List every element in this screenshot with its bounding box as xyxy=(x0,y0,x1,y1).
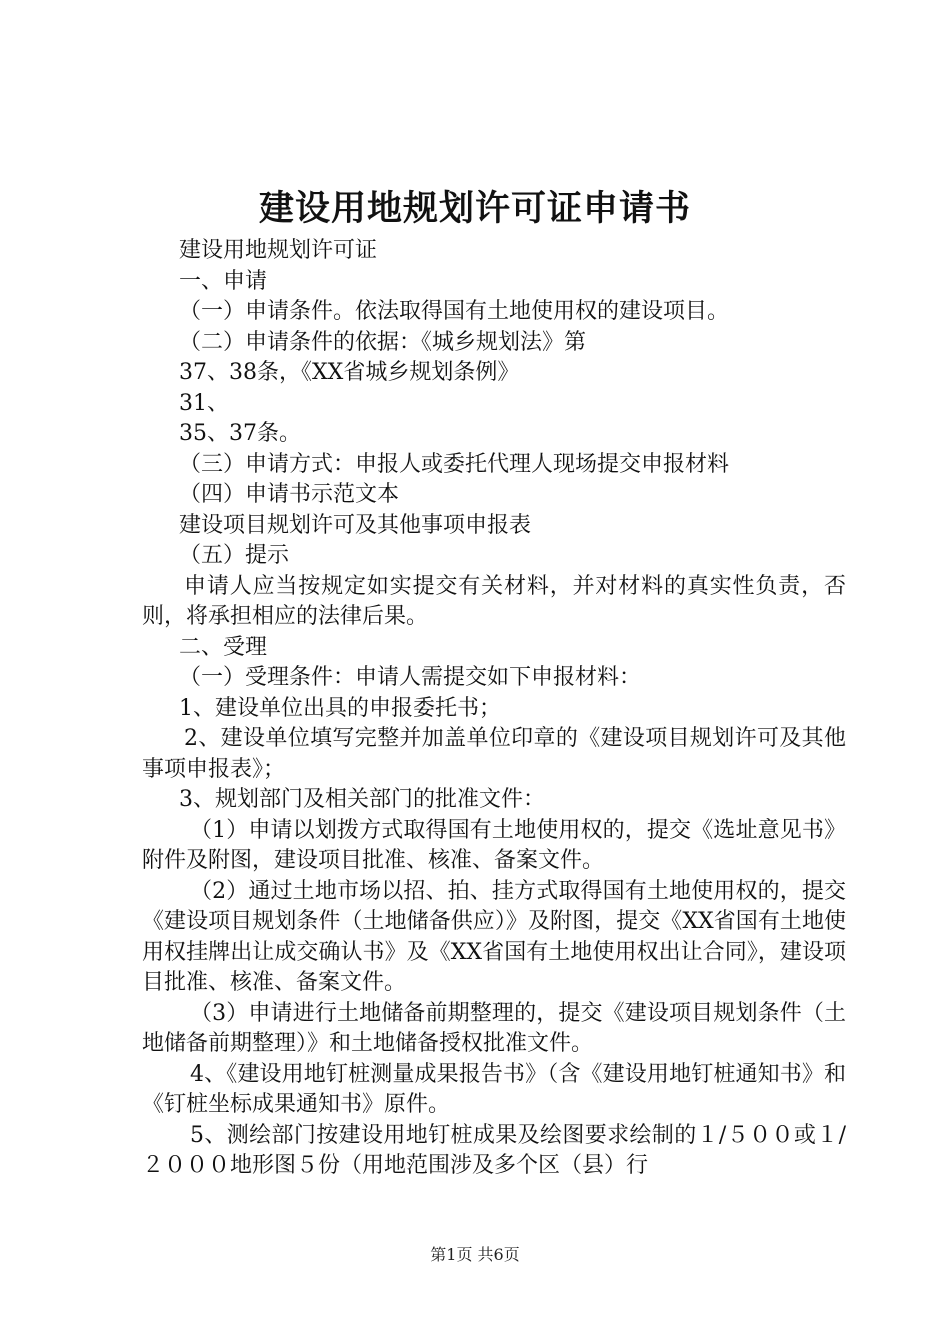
paragraph: （一）受理条件：申请人需提交如下申报材料： xyxy=(179,665,642,690)
paragraph: （2）通过土地市场以招、拍、挂方式取得国有土地使用权的，提交《建设项目规划条件（土地储备供应）》及附图，提交《XX省国有土地使用权挂牌出让成交确认书》及《XX省国有土地使用权出让合同》，建设项目批准、核准、备案文件。 xyxy=(142,878,846,995)
paragraph: 3、规划部门及相关部门的批准文件： xyxy=(179,787,545,812)
paragraph: 5、测绘部门按建设用地钉桩成果及绘图要求绘制的１/５００或１/２０００地形图５份（用地范围涉及多个区（县）行 xyxy=(142,1122,846,1178)
document-body xyxy=(142,236,846,1182)
page-indicator: 第1页 共6页 xyxy=(430,1245,520,1264)
paragraph: （1）申请以划拨方式取得国有土地使用权的，提交《选址意见书》附件及附图，建设项目批准、核准、备案文件。 xyxy=(142,817,846,873)
paragraph: 一、申请 xyxy=(179,268,268,294)
paragraph: 建设项目规划许可及其他事项申报表 xyxy=(179,512,532,538)
paragraph: 4、《建设用地钉桩测量成果报告书》（含《建设用地钉桩通知书》和《钉桩坐标成果通知书》原件。 xyxy=(142,1061,846,1117)
paragraph: 1、建设单位出具的申报委托书； xyxy=(179,695,501,721)
paragraph: 2、建设单位填写完整并加盖单位印章的《建设项目规划许可及其他事项申报表》； xyxy=(142,726,846,782)
paragraph: （五）提示 xyxy=(179,543,290,568)
paragraph: 31、 xyxy=(179,390,229,416)
paragraph: （二）申请条件的依据：《城乡规划法》第 xyxy=(179,329,587,355)
paragraph: 二、受理 xyxy=(179,634,268,660)
paragraph: （四）申请书示范文本 xyxy=(179,482,400,507)
paragraph: 申请人应当按规定如实提交有关材料，并对材料的真实性负责，否则，将承担相应的法律后果。 xyxy=(142,573,846,629)
paragraph: 35、37条。 xyxy=(179,421,301,446)
paragraph: （一）申请条件。依法取得国有土地使用权的建设项目。 xyxy=(179,299,730,324)
paragraph: 37、38条，《XX省城乡规划条例》 xyxy=(179,360,520,385)
page-footer xyxy=(0,1245,950,1265)
paragraph: 建设用地规划许可证 xyxy=(179,238,378,263)
paragraph: （3）申请进行土地储备前期整理的，提交《建设项目规划条件（土地储备前期整理）》和土地储备授权批准文件。 xyxy=(142,1000,846,1056)
document-title: 建设用地规划许可证申请书 xyxy=(258,188,691,229)
paragraph: （三）申请方式：申报人或委托代理人现场提交申报材料 xyxy=(179,451,730,477)
